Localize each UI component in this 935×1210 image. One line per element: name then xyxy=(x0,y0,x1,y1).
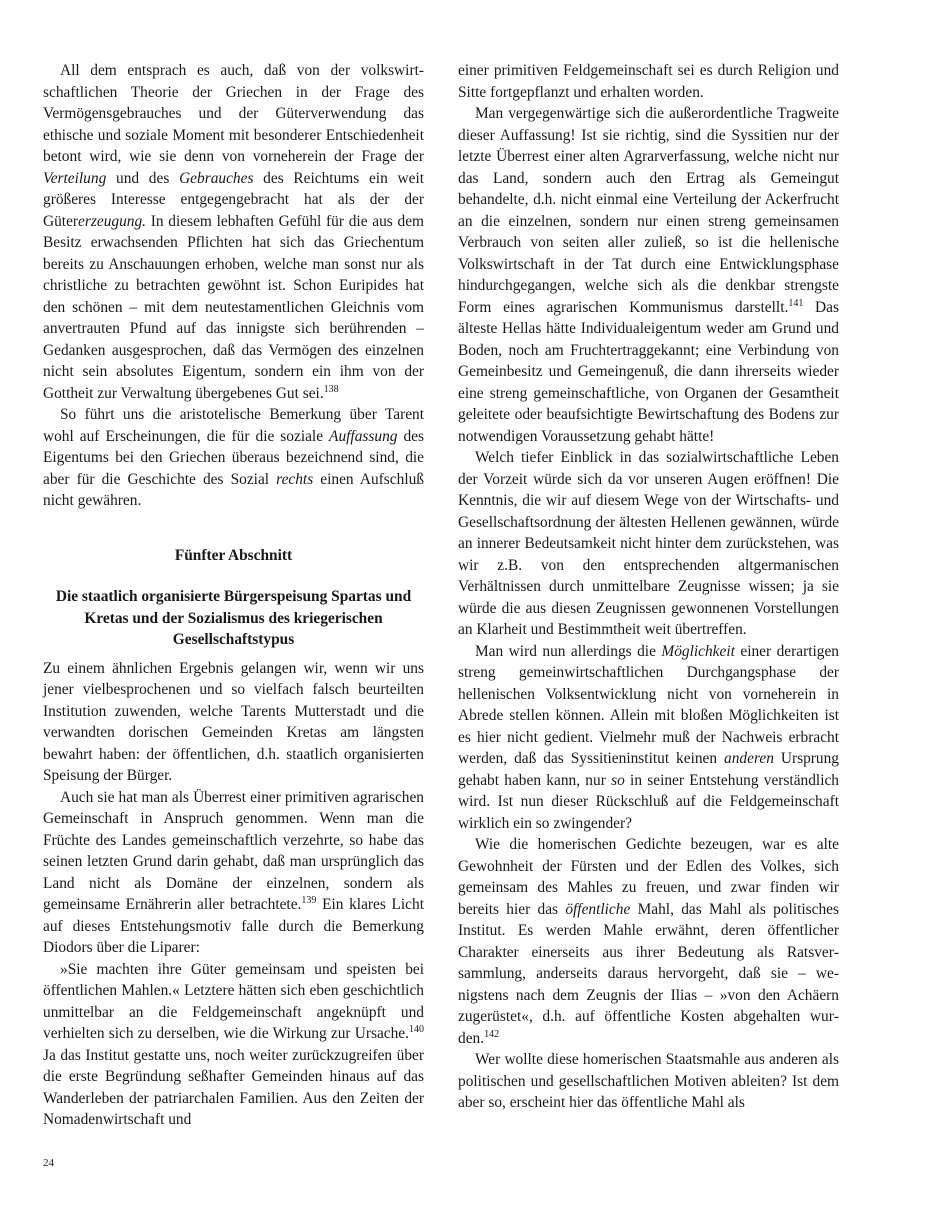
text-run: Wie die homerischen Gedichte bezeugen, war es alte Gewohnheit der Fürsten und der Edlen des Volkes, sich gemeinsam des Mahles zu freuen, und zwar finden wir bereits hier das xyxy=(458,836,839,918)
paragraph: Wer wollte diese homerischen Staatsmahle aus anderen als politischen und gesellschaftlichen Motiven ableiten? Ist dem aber so, erscheint hier das öffentliche Mahl als xyxy=(458,1051,839,1111)
text-run: Das älteste Hellas hätte Individualeigentum weder am Grund und Boden, noch am Fruchtertraggekannt; eine Verbindung von Gemeinbesitz und Gemeingenuß, die dann ihrerseits wieder eine streng gemeinschaftliche, von Organen der Gesamtheit geleitete oder beaufsichtigte Bewirtschaftung des Bodens zur notwendigen Voraussetzung gehabt hätte! xyxy=(458,298,839,445)
text-run: Ein klares Licht auf dieses Entstehungsmotiv falle durch die Bemerkung Diodors über die Liparer: xyxy=(43,896,424,956)
right-column xyxy=(458,60,839,1114)
section-title: Fünfter Abschnitt xyxy=(174,546,293,564)
page-number: 24 xyxy=(43,1157,54,1169)
emphasis: rechts xyxy=(276,470,314,488)
emphasis: Gebrauches xyxy=(179,169,254,187)
text-run: In diesem lebhaften Gefühl für die aus dem Besitz erwachsenden Pflichten hat sich das Griechentum bereits zu Anschauungen erhoben, welche man sonst nur als christliche zu betrachten gewöhnt ist. Schon Euripides hat den schönen – mit dem neutestamentlichen Gleichnis vom anvertrauten Pfund auf das innigste sich berührenden – Gedanken ausgesprochen, daß das Vermögen des einzelnen nicht sein absolutes Eigentum, sondern ein ihm von der Gottheit zur Verwaltung übergebenes Gut sei. xyxy=(43,212,424,402)
text-run: All dem entsprach es auch, daß von der volkswirtschaftlichen Theorie der Griechen in der Frage des Vermögensgebrauches und der Güterverwendung das ethische und soziale Moment mit besonderer Entschiedenheit betont wird, wie sie denn von vorneherein der Frage der xyxy=(43,62,424,165)
footnote-marker: 138 xyxy=(323,383,339,395)
text-run: und des xyxy=(106,169,180,187)
emphasis: so xyxy=(611,771,625,789)
paragraph xyxy=(43,787,424,959)
emphasis: Möglichkeit xyxy=(661,642,735,660)
footnote-marker: 142 xyxy=(484,1028,500,1040)
text-run: Ursprung gehabt haben kann, nur xyxy=(458,750,839,789)
paragraph: einer primitiven Feldgemeinschaft sei es durch Religion und Sitte fortgepflanzt und erhalten worden. xyxy=(458,62,839,101)
text-run: So führt uns die aristotelische Bemerkung über Tarent wohl auf Erscheinungen, die für die soziale xyxy=(43,406,424,445)
emphasis: Auffassung xyxy=(329,427,398,445)
paragraph: Welch tiefer Einblick in das sozialwirtschaftliche Leben der Vorzeit würde sich da vor unseren Augen eröffnen! Die Kenntnis, die wir auf diesem Wege von der Wirtschafts- und Gesellschaftsordnung der ältesten Hellenen gewännen, würde an innerer Bedeutsamkeit nicht hinter dem zurückstehen, was wir z.B. von den entsprechenden altgermanischen Verhältnissen durch unmittelbare Zeugnisse wissen; ja sie würde die aus diesen Zeugnissen gewonnenen Vorstellungen an Klarheit und Bestimmtheit weit übertreffen. xyxy=(458,449,839,638)
paragraph: Zu einem ähnlichen Ergebnis gelangen wir, wenn wir uns jener vielbesprochenen und so vielfach falsch beurteilten Institution zuwenden, welche Tarents Mutterstadt und die verwandten dorischen Gemeinden Kretas am längsten bewahrt haben: der öffentlichen, d.h. staatlich organisierten Speisung der Bürger. xyxy=(43,659,424,784)
text-run: des Eigentums bei den Griechen überaus bezeichnend sind, die aber für die Geschichte des Sozial xyxy=(43,427,424,488)
text-run: Mahl, das Mahl als politisches Institut. Es werden Mahle erwähnt, deren öffentlicher Charakter einerseits aus ihrer Bedeutung als Ratsversammlung, anderseits daraus hervorgeht, daß sie – wenigstens nach dem Zeugnis der Ilias – »von den Achäern zugerüstet«, d.h. auf öffentliche Kosten abgehalten wurden. xyxy=(458,900,839,1047)
emphasis: anderen xyxy=(724,750,774,767)
footnote-marker: 140 xyxy=(409,1024,424,1035)
paragraph xyxy=(43,60,424,404)
footnote-marker: 141 xyxy=(788,297,804,309)
text-run: einen Aufschluß nicht gewähren. xyxy=(43,470,424,509)
text-run: Ja das Institut gestatte uns, noch weiter zurückzugreifen über die erste Begründung seßhafter Gemeinden hinaus auf das Wanderleben der patriarchalen Familien. Aus den Zeiten der Nomadenwirtschaft und xyxy=(43,1046,424,1128)
emphasis: Verteilung xyxy=(43,169,107,187)
text-run: in seiner Entstehung verständlich wird. Ist nun dieser Rückschluß auf die Feldgemeinschaft wirklich ein so zwingender? xyxy=(458,771,839,832)
paragraph xyxy=(43,959,424,1131)
text-run: Man vergegenwärtige sich die außerordentliche Tragweite dieser Auffassung! Ist sie richtig, sind die Syssitien nur der letzte Überrest einer alten Agrarverfassung, welche nicht nur das Land, sondern auch den Ertrag als Gemeingut behandelte, d.h. nicht einmal eine Verteilung der Ackerfrucht an die einzelnen, sondern nur einen streng gemeinsamen Verbrauch von seiten aller zuließ, so ist die hellenische Volkswirtschaft in der Tat durch eine Entwicklungsphase hindurchgegangen, welche sich als die denkbar strengste Form eines agrarischen Kommunismus darstellt. xyxy=(458,105,839,316)
paragraph xyxy=(458,834,839,1049)
text-run: »Sie machten ihre Güter gemeinsam und speisten bei öffentlichen Mahlen.« Letztere hätten sich eben geschichtlich unmittelbar an die Feldgemeinschaft angeknüpft und verhielten sich zu derselben, wie die Wirkung zur Ursache. xyxy=(43,960,424,1042)
left-column xyxy=(43,60,424,1131)
emphasis: erzeugung. xyxy=(78,212,147,230)
paragraph xyxy=(458,103,839,447)
text-run: Auch sie hat man als Überrest einer primitiven agrarischen Gemeinschaft in Anspruch genommen. Wenn man die Früchte des Landes gemeinschaftlich verzehrte, so habe das seinen letzten Grund darin gehabt, daß man ursprünglich das Land nicht als Domäne der einzelnen, sondern als gemeinsame Ernährerin aller betrachtete. xyxy=(43,788,424,913)
footnote-marker: 139 xyxy=(301,895,317,906)
text-run: einer derartigen streng gemeinwirtschaftlichen Durchgangsphase der hellenischen Volksentwicklung nicht von vorneherein in Abrede stellen können. Allein mit bloßen Möglichkeiten ist es hier nicht gedient. Vielmehr muß der Nachweis erbracht werden, daß das Syssitieninstitut keinen xyxy=(458,642,839,767)
text-run: des Reichtums ein weit größeres Interesse entgegengebracht hat als der der Güter xyxy=(43,169,424,230)
paragraph xyxy=(458,641,839,835)
text-run: Man wird nun allerdings die xyxy=(475,642,662,660)
section-subtitle: Die staatlich organisierte Bürgerspeisung Spartas und Kretas und der Sozialismus des kriegerischen Gesellschaftstypus xyxy=(55,588,412,648)
paragraph xyxy=(43,404,424,512)
emphasis: öffentliche xyxy=(565,900,631,918)
